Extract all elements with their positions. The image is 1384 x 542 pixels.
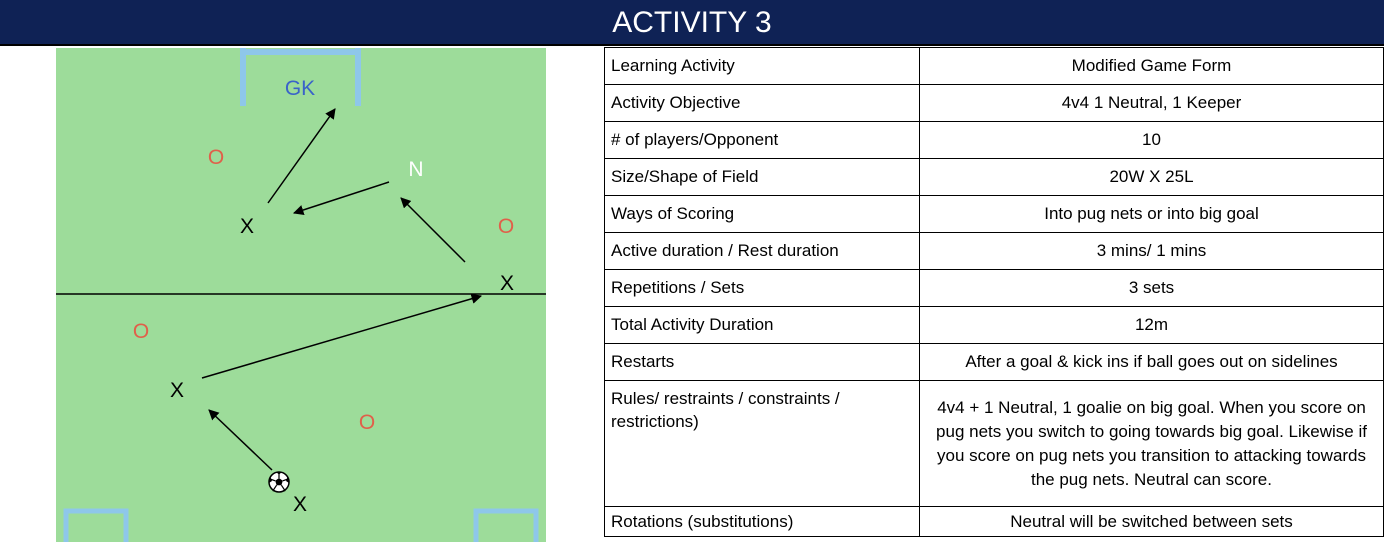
opponent-4: O bbox=[358, 411, 376, 434]
field-diagram bbox=[56, 48, 546, 542]
table-row bbox=[605, 381, 1384, 507]
neutral-player: N bbox=[408, 158, 424, 181]
player-3: X bbox=[169, 379, 185, 402]
row-label: Activity Objective bbox=[605, 85, 920, 122]
row-label: Rotations (substitutions) bbox=[605, 507, 920, 537]
soccer-ball-icon bbox=[269, 472, 289, 492]
table-row bbox=[605, 507, 1384, 537]
row-label: Active duration / Rest duration bbox=[605, 233, 920, 270]
row-value: Into pug nets or into big goal bbox=[920, 196, 1384, 233]
player-1: X bbox=[239, 215, 255, 238]
row-value: Neutral will be switched between sets bbox=[920, 507, 1384, 537]
table-row bbox=[605, 233, 1384, 270]
player-4: X bbox=[292, 493, 308, 516]
row-label: Ways of Scoring bbox=[605, 196, 920, 233]
activity-table bbox=[604, 47, 1384, 537]
row-value: 12m bbox=[920, 307, 1384, 344]
row-label: Rules/ restraints / constraints / restrictions) bbox=[605, 381, 920, 507]
player-2: X bbox=[499, 272, 515, 295]
row-label: Learning Activity bbox=[605, 48, 920, 85]
table-row bbox=[605, 270, 1384, 307]
opponent-3: O bbox=[132, 320, 150, 343]
row-label: Restarts bbox=[605, 344, 920, 381]
row-value: 3 mins/ 1 mins bbox=[920, 233, 1384, 270]
row-label: Repetitions / Sets bbox=[605, 270, 920, 307]
page-title: ACTIVITY 3 bbox=[612, 6, 772, 39]
table-row bbox=[605, 48, 1384, 85]
table-row bbox=[605, 122, 1384, 159]
row-value: 4v4 + 1 Neutral, 1 goalie on big goal. When you score on pug nets you switch to going towards big goal. Likewise if you score on pug nets you transition to attacking towards the pug nets. Neutral can score. bbox=[920, 381, 1384, 507]
opponent-1: O bbox=[207, 146, 225, 169]
row-value: After a goal & kick ins if ball goes out on sidelines bbox=[920, 344, 1384, 381]
table-row bbox=[605, 344, 1384, 381]
table-row bbox=[605, 196, 1384, 233]
row-value: 4v4 1 Neutral, 1 Keeper bbox=[920, 85, 1384, 122]
table-row bbox=[605, 159, 1384, 196]
goalkeeper-label: GK bbox=[284, 77, 316, 100]
table-row bbox=[605, 85, 1384, 122]
row-label: Total Activity Duration bbox=[605, 307, 920, 344]
row-value: 20W X 25L bbox=[920, 159, 1384, 196]
opponent-2: O bbox=[497, 215, 515, 238]
row-label: Size/Shape of Field bbox=[605, 159, 920, 196]
row-value: 10 bbox=[920, 122, 1384, 159]
row-value: 3 sets bbox=[920, 270, 1384, 307]
table-row bbox=[605, 307, 1384, 344]
title-banner bbox=[0, 0, 1384, 46]
field-surface bbox=[56, 48, 546, 542]
field-svg bbox=[56, 48, 546, 542]
row-label: # of players/Opponent bbox=[605, 122, 920, 159]
row-value: Modified Game Form bbox=[920, 48, 1384, 85]
